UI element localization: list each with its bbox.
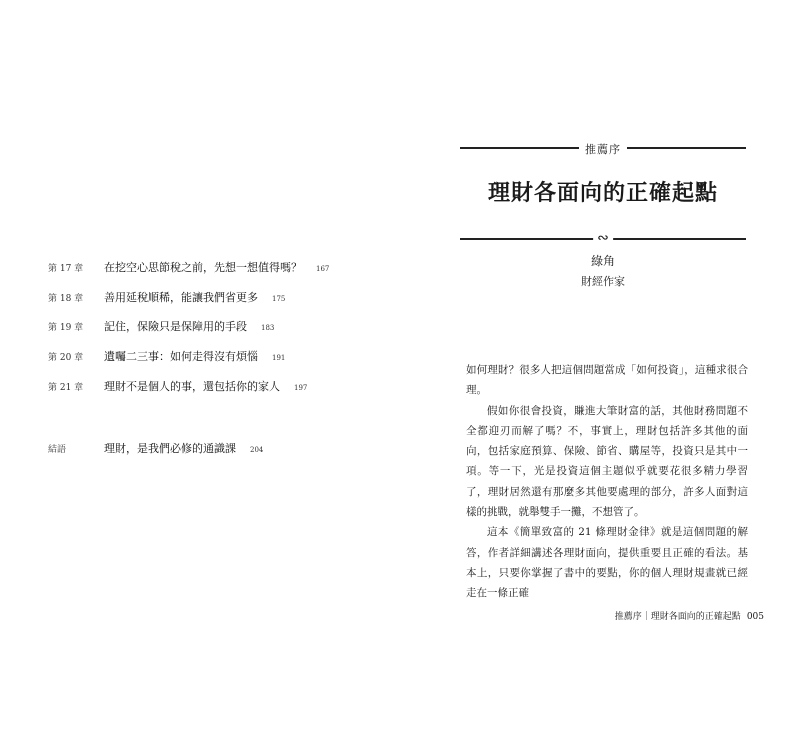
toc-chapter-number: 第 17 章 xyxy=(48,264,84,274)
ornament-icon: ∾ xyxy=(593,230,613,246)
toc-entry[interactable] xyxy=(48,378,307,396)
page-number: 005 xyxy=(746,612,764,622)
toc-entry[interactable] xyxy=(48,440,263,458)
toc-chapter-number: 第 18 章 xyxy=(48,294,84,304)
toc-chapter-number: 第 20 章 xyxy=(48,353,84,363)
author-name: 綠角 xyxy=(590,254,615,268)
toc-chapter-title: 理財，是我們必修的通識課 xyxy=(104,442,236,455)
toc-page-number: 204 xyxy=(250,446,264,454)
toc-page-number: 183 xyxy=(261,324,275,332)
paragraph: 如何理財？很多人把這個問題當成「如何投資」，這種求很合理。 xyxy=(466,364,748,397)
toc-chapter-title: 記住，保險只是保障用的手段 xyxy=(104,320,247,333)
toc-chapter-number: 結語 xyxy=(48,445,67,455)
right-page xyxy=(400,0,800,744)
toc-entry[interactable] xyxy=(48,259,329,277)
page-title: 理財各面向的正確起點 xyxy=(487,180,718,206)
body-text xyxy=(466,360,748,604)
toc-entry[interactable] xyxy=(48,348,285,366)
toc-chapter-number: 第 21 章 xyxy=(48,383,84,393)
footer-text: 推薦序｜理財各面向的正確起點 xyxy=(614,612,741,622)
toc-page-number: 191 xyxy=(272,354,286,362)
section-label-rule xyxy=(460,141,746,155)
paragraph: 這本《簡單致富的 21 條理財金律》就是這個問題的解答，作者詳細講述各理財面向，提供重要且正確的看法。基本上，只要你掌握了書中的要點，你的個人理財規畫就已經走在一條正確 xyxy=(466,526,748,600)
toc-page-number: 197 xyxy=(294,384,308,392)
toc-page-number: 175 xyxy=(272,295,286,303)
paragraph: 假如你很會投資，賺進大筆財富的話，其他財務問題不全都迎刃而解了嗎？不，事實上，理財包括許多其他的面向，包括家庭預算、保險、節省、購屋等，投資只是其中一項。等一下，光是投資這個主題似乎就要花很多精力學習了，理財居然還有那麼多其他要處理的部分，許多人面對這樣的挑戰，就舉雙手一攤，不想管了。 xyxy=(466,404,748,519)
ornament-rule xyxy=(460,232,746,246)
toc-entry[interactable] xyxy=(48,318,274,336)
toc-chapter-title: 在挖空心思節稅之前，先想一想值得嗎？ xyxy=(104,261,302,274)
section-label: 推薦序 xyxy=(579,141,627,157)
toc-page-number: 167 xyxy=(316,265,330,273)
toc-chapter-number: 第 19 章 xyxy=(48,323,84,333)
toc-chapter-title: 遺囑二三事：如何走得沒有煩惱 xyxy=(104,350,258,363)
toc-chapter-title: 理財不是個人的事，還包括你的家人 xyxy=(104,380,280,393)
author-role: 財經作家 xyxy=(581,275,625,288)
toc-chapter-title: 善用延稅順稀，能讓我們省更多 xyxy=(104,291,258,304)
running-footer xyxy=(460,609,764,622)
toc-entry[interactable] xyxy=(48,289,285,307)
